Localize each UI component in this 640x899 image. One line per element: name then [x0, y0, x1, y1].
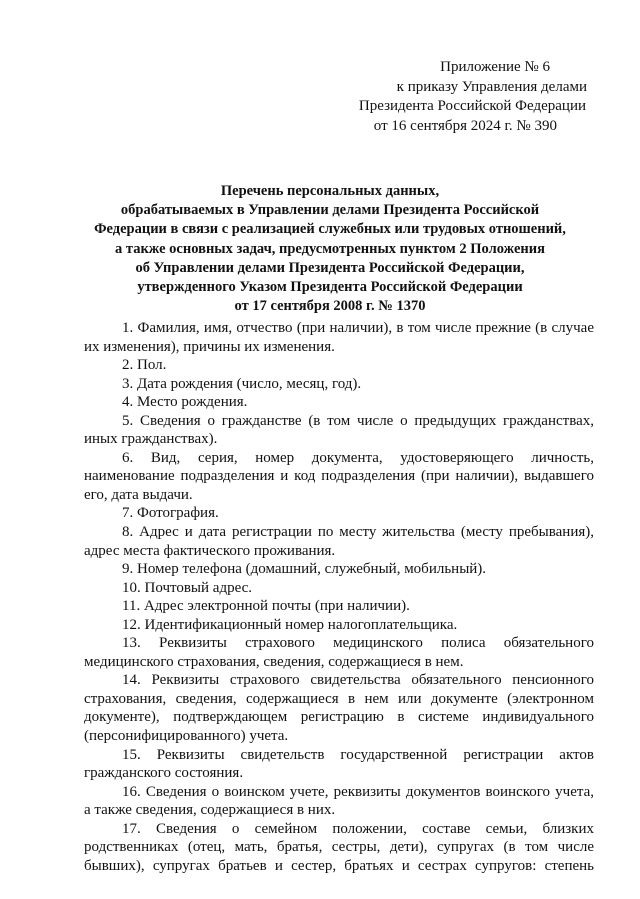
- appendix-number: Приложение № 6: [440, 59, 550, 75]
- title-line: Перечень персональных данных,: [220, 183, 440, 199]
- body-line: их изменения), причины их изменения.: [84, 338, 335, 355]
- body-line: 15. Реквизиты свидетельств государственной регистрации актов: [122, 746, 594, 763]
- body-line: родственниках (отец, мать, братья, сестры, дети), супругах (в том числе: [84, 839, 594, 856]
- body-line: наименование подразделения и код подразделения (при наличии), выдавшего: [84, 468, 594, 485]
- appendix-date: от 16 сентября 2024 г. № 390: [373, 117, 557, 134]
- body-line: документе), подтверждающем регистрацию в системе индивидуального: [84, 709, 594, 726]
- body-line: гражданского состояния.: [84, 765, 244, 782]
- body-line: 8. Адрес и дата регистрации по месту жительства (месту пребывания),: [122, 524, 594, 541]
- body-line: адрес места фактического проживания.: [84, 542, 336, 559]
- body-line: его, дата выдачи.: [84, 486, 193, 503]
- title-line: от 17 сентября 2008 г. № 1370: [234, 298, 426, 315]
- appendix-order-ref: к приказу Управления делами: [396, 78, 587, 95]
- body-line: 10. Почтовый адрес.: [122, 579, 253, 596]
- body-line: 11. Адрес электронной почты (при наличии).: [122, 598, 410, 615]
- body-line: 16. Сведения о воинском учете, реквизиты документов воинского учета,: [122, 783, 594, 800]
- title-line: утвержденного Указом Президента Российской Федерации: [137, 279, 523, 296]
- body-line: 9. Номер телефона (домашний, служебный, мобильный).: [122, 561, 487, 578]
- appendix-header: [340, 58, 600, 136]
- title-line: об Управлении делами Президента Российской Федерации,: [135, 259, 525, 276]
- body-line: а также сведения, содержащиеся в них.: [84, 802, 336, 819]
- body-line: 17. Сведения о семейном положении, составе семьи, близких: [122, 820, 594, 837]
- body-line: 6. Вид, серия, номер документа, удостоверяющего личность,: [122, 449, 594, 466]
- document-body: [84, 319, 594, 875]
- body-line: 5. Сведения о гражданстве (в том числе о предыдущих гражданствах,: [122, 412, 594, 429]
- body-line: 4. Место рождения.: [122, 394, 248, 411]
- body-line: 1. Фамилия, имя, отчество (при наличии), в том числе прежние (в случае: [122, 320, 594, 336]
- title-line: а также основных задач, предусмотренных пунктом 2 Положения: [115, 240, 545, 257]
- body-line: иных гражданствах).: [84, 431, 218, 448]
- document-title: [60, 182, 600, 316]
- body-line: 14. Реквизиты страхового свидетельства обязательного пенсионного: [122, 672, 594, 689]
- body-line: медицинского страхования, сведения, содержащиеся в нем.: [84, 653, 464, 670]
- body-line: 7. Фотография.: [122, 505, 219, 522]
- body-line: бывших), супругах братьев и сестер, братьях и сестрах супругов: степень: [84, 857, 594, 874]
- body-line: страхования, сведения, содержащиеся в нем или документе (электронном: [84, 690, 594, 707]
- body-line: (персонифицированного) учета.: [84, 728, 289, 745]
- title-line: Федерации в связи с реализацией служебных или трудовых отношений,: [94, 221, 566, 238]
- body-line: 12. Идентификационный номер налогоплательщика.: [122, 616, 458, 633]
- body-line: 13. Реквизиты страхового медицинского полиса обязательного: [122, 635, 594, 652]
- title-line: обрабатываемых в Управлении делами Президента Российской: [120, 202, 540, 219]
- body-line: 2. Пол.: [122, 357, 167, 374]
- appendix-org: Президента Российской Федерации: [358, 98, 586, 114]
- body-line: 3. Дата рождения (число, месяц, год).: [122, 375, 362, 392]
